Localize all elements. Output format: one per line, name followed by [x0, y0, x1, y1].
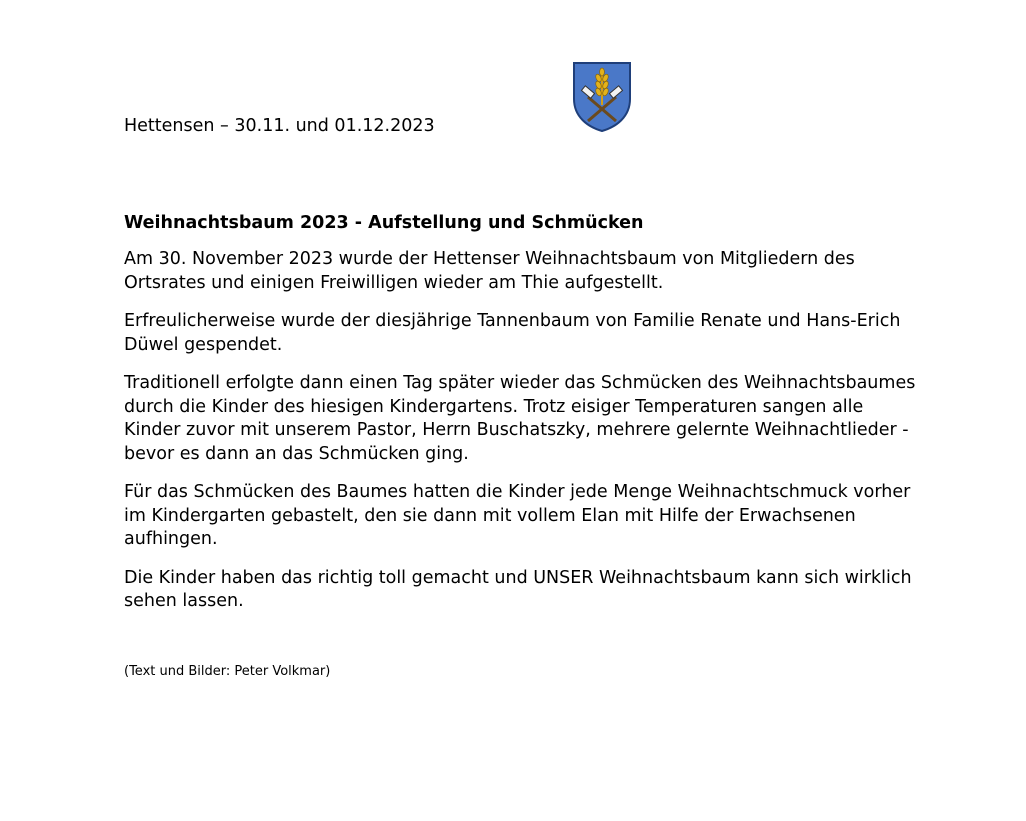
article-paragraph: Am 30. November 2023 wurde der Hettenser Weihnachtsbaum von Mitgliedern des Ortsrates und einigen Freiwilligen wieder am Thie aufgestellt. — [124, 249, 855, 293]
article-headline: Weihnachtsbaum 2023 - Aufstellung und Schmücken — [124, 213, 644, 233]
coat-of-arms-icon — [572, 61, 632, 133]
article — [124, 211, 924, 629]
photo-credit: (Text und Bilder: Peter Volkmar) — [124, 664, 331, 679]
article-paragraph: Die Kinder haben das richtig toll gemacht und UNSER Weihnachtsbaum kann sich wirklich sehen lassen. — [124, 567, 912, 611]
article-paragraph: Traditionell erfolgte dann einen Tag später wieder das Schmücken des Weihnachtsbaumes durch die Kinder des hiesigen Kindergartens. Trotz eisiger Temperaturen sangen alle Kinder zuvor mit unserem Pastor, Herrn Buschatszky, mehrere gelernte Weihnachtlieder - bevor es dann an das Schmücken ging. — [124, 373, 916, 464]
article-paragraph: Für das Schmücken des Baumes hatten die Kinder jede Menge Weihnachtschmuck vorher im Kindergarten gebastelt, den sie dann mit vollem Elan mit Hilfe der Erwachsenen aufhingen. — [124, 482, 911, 549]
article-paragraph: Erfreulicherweise wurde der diesjährige Tannenbaum von Familie Renate und Hans-Erich Düwel gespendet. — [124, 311, 901, 355]
dateline: Hettensen – 30.11. und 01.12.2023 — [124, 116, 435, 136]
